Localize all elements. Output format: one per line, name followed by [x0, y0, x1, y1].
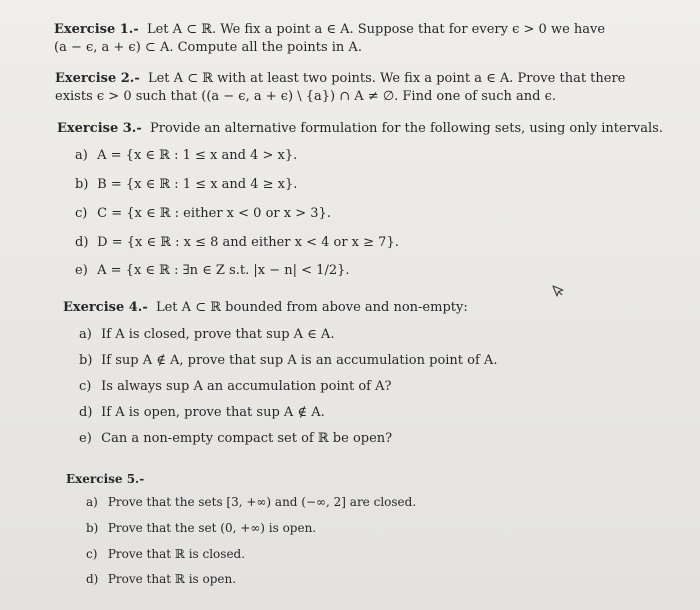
list-item: c) Is always sup A an accumulation point of A?: [79, 379, 392, 394]
exercise-1-title: Exercise 1.-: [54, 22, 139, 37]
exercise-5-title: Exercise 5.-: [66, 472, 145, 486]
exercise-1: [54, 21, 605, 57]
list-item: b) Prove that the set (0, +∞) is open.: [86, 521, 317, 535]
exercise-1-line-1: Let A ⊂ ℝ. We fix a point a ∈ A. Suppose that for every ϵ > 0 we have: [146, 22, 606, 37]
exercise-2-line-1: Let A ⊂ ℝ with at least two points. We fix a point a ∈ A. Prove that there: [147, 71, 626, 86]
list-item: b) If sup A ∉ A, prove that sup A is an accumulation point of A.: [79, 353, 498, 368]
mouse-pointer-icon: [551, 284, 565, 298]
exercise-1-line-2: (a − ϵ, a + ϵ) ⊂ A. Compute all the points in A.: [54, 40, 362, 55]
list-item: b) B = {x ∈ ℝ : 1 ≤ x and 4 ≥ x}.: [75, 177, 298, 192]
list-item: a) A = {x ∈ ℝ : 1 ≤ x and 4 > x}.: [75, 148, 298, 163]
list-item: d) Prove that ℝ is open.: [86, 572, 237, 586]
list-item: a) Prove that the sets [3, +∞) and (−∞, 2] are closed.: [86, 495, 417, 509]
exercise-2-title: Exercise 2.-: [55, 71, 140, 86]
exercise-4-title: Exercise 4.-: [63, 300, 148, 315]
list-item: e) Can a non-empty compact set of ℝ be open?: [79, 431, 393, 446]
exercise-3: [57, 120, 663, 138]
exercise-2: [55, 70, 625, 106]
exercise-2-line-2: exists ϵ > 0 such that ((a − ϵ, a + ϵ) \ {a}) ∩ A ≠ ∅. Find one of such and ϵ.: [55, 89, 557, 104]
exercise-3-title: Exercise 3.-: [57, 121, 142, 136]
exercise-5: [66, 470, 144, 488]
exercise-4: [63, 299, 468, 317]
list-item: d) D = {x ∈ ℝ : x ≤ 8 and either x < 4 or x ≥ 7}.: [75, 235, 399, 250]
list-item: c) Prove that ℝ is closed.: [86, 547, 246, 561]
exercise-4-intro: Let A ⊂ ℝ bounded from above and non-empty:: [155, 300, 468, 315]
list-item: a) If A is closed, prove that sup A ∈ A.: [79, 327, 335, 342]
exercise-3-intro: Provide an alternative formulation for the following sets, using only intervals.: [149, 121, 663, 136]
list-item: d) If A is open, prove that sup A ∉ A.: [79, 405, 325, 420]
list-item: e) A = {x ∈ ℝ : ∃n ∈ Z s.t. |x − n| < 1/2}.: [75, 263, 350, 278]
list-item: c) C = {x ∈ ℝ : either x < 0 or x > 3}.: [75, 206, 331, 221]
